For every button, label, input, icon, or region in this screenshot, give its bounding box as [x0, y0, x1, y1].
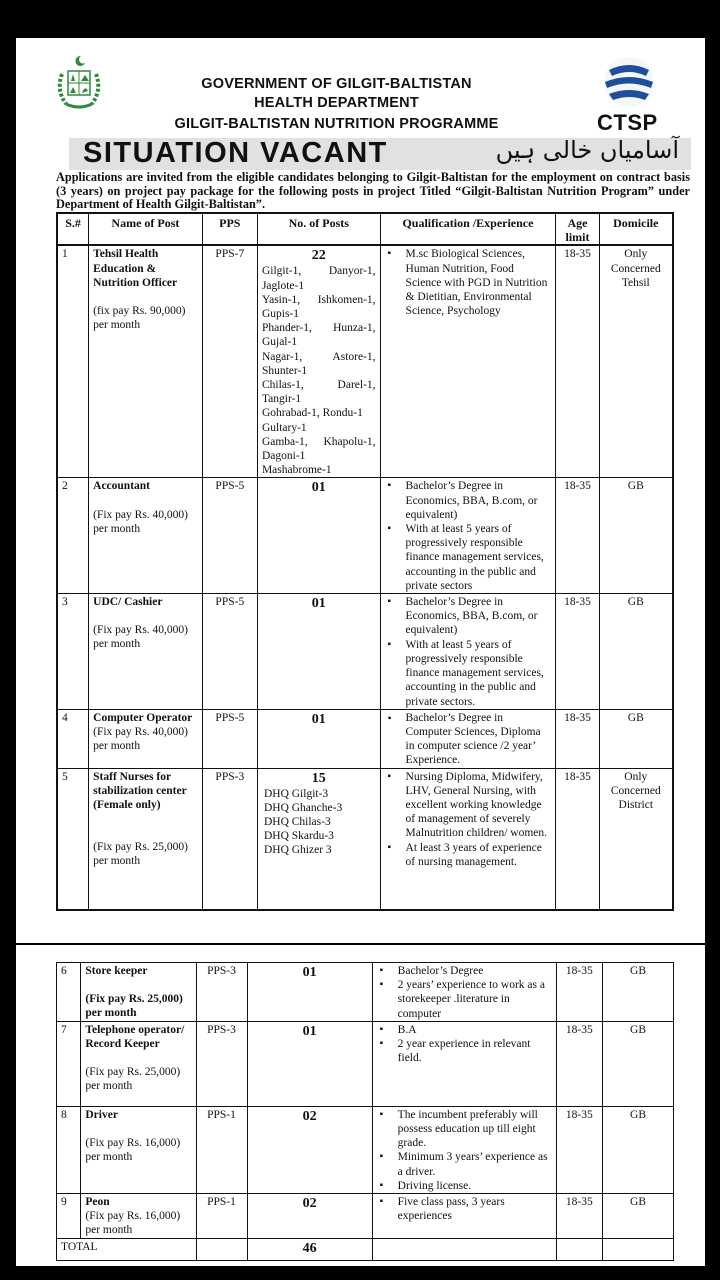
- header-qualification: Qualification /Experience: [380, 213, 556, 245]
- post-name-cell: [81, 1021, 196, 1106]
- qualification-cell: [372, 1021, 556, 1106]
- serial-number: 6: [57, 963, 81, 1022]
- pps-grade: PPS-3: [202, 768, 257, 910]
- post-name-cell: [81, 963, 196, 1022]
- post-count: 01: [311, 596, 326, 612]
- header-serial: S.#: [57, 213, 89, 245]
- qualification-item: ▪ Bachelor’s Degree in Economics, BBA, B.com, or equivalent): [406, 479, 552, 522]
- qualification-item: ▪ Bachelor’s Degree in Economics, BBA, B.com, or equivalent): [406, 595, 552, 638]
- post-count: 02: [302, 1108, 317, 1124]
- post-count: 01: [311, 711, 326, 727]
- qualification-item: ▪ Five class pass, 3 years experiences: [398, 1195, 552, 1223]
- pps-grade: PPS-1: [196, 1194, 247, 1239]
- location-line: Mashabrome-1: [261, 464, 332, 477]
- post-count: 02: [302, 1196, 317, 1212]
- serial-number: 5: [57, 768, 89, 910]
- serial-number: 9: [57, 1194, 81, 1239]
- location-line: DHQ Ghizer 3: [263, 844, 332, 857]
- age-limit: 18-35: [556, 245, 599, 478]
- post-pay: (Fix pay Rs. 40,000) per month: [93, 725, 189, 753]
- location-line: Dagoni-1: [261, 450, 306, 463]
- vacancy-table-part-1: [56, 212, 674, 911]
- pps-grade: PPS-3: [196, 963, 247, 1022]
- table-row: [57, 594, 673, 710]
- post-pay: (Fix pay Rs. 25,000) per month: [93, 841, 189, 868]
- intro-paragraph: Applications are invited from the eligible candidates belonging to Gilgit-Baltistan for the employment on contract basis (3 years) on project pay package for the following posts in project Titled “Gilgit-Baltistan Nutrition Program” under Department of Health Gilgit-Baltistan”.: [56, 170, 690, 211]
- posts-cell: [247, 1194, 372, 1239]
- qualification-item: ▪ Driving license.: [398, 1179, 552, 1193]
- post-title: Store keeper: [85, 965, 148, 977]
- document-page-1: [16, 38, 705, 943]
- location-line: Shunter-1: [261, 364, 308, 377]
- table-row: [57, 478, 673, 594]
- qualification-cell: [380, 709, 556, 768]
- location-line: Jaglote-1: [261, 279, 305, 292]
- posts-cell: [247, 1021, 372, 1106]
- domicile: GB: [603, 1194, 674, 1239]
- post-pay: (Fix pay Rs. 25,000) per month: [85, 1066, 181, 1093]
- header-domicile: Domicile: [599, 213, 673, 245]
- table-row: [57, 1021, 674, 1106]
- domicile: GB: [599, 709, 673, 768]
- situation-vacant-banner: [69, 138, 691, 170]
- age-limit: 18-35: [556, 1194, 603, 1239]
- location-line: DHQ Ghanche-3: [263, 801, 343, 814]
- qualification-cell: [380, 768, 556, 910]
- post-pay: (Fix pay Rs. 40,000) per month: [93, 508, 189, 535]
- serial-number: 2: [57, 478, 89, 594]
- table-row: [57, 709, 673, 768]
- qualification-cell: [372, 963, 556, 1022]
- post-title: Tehsil Health Education & Nutrition Officer: [93, 248, 178, 289]
- header-age-limit: Age limit: [556, 213, 599, 245]
- post-pay: (fix pay Rs. 90,000) per month: [93, 305, 186, 332]
- qualification-item: ▪ Nursing Diploma, Midwifery, LHV, General Nursing, with excellent working knowledge of management of severely Malnutrition children/ women.: [406, 770, 552, 841]
- pps-grade: PPS-1: [196, 1106, 247, 1193]
- qualification-item: ▪ M.sc Biological Sciences, Human Nutrition, Food Science with PGD in Nutrition & Dietitian, Environmental Science, Psychology: [406, 247, 552, 318]
- post-name-cell: [89, 594, 203, 710]
- posts-cell: [257, 594, 380, 710]
- post-count: 22: [311, 248, 326, 264]
- post-count: 01: [302, 1023, 317, 1039]
- location-line: Gamba-1, Khapolu-1,: [261, 435, 376, 448]
- location-line: DHQ Skardu-3: [263, 830, 334, 843]
- total-cell: [247, 1238, 372, 1260]
- posts-cell: [247, 963, 372, 1022]
- qualification-item: ▪ The incumbent preferably will possess education up till eight grade.: [398, 1108, 552, 1151]
- qualification-cell: [380, 245, 556, 478]
- post-title: Peon: [85, 1196, 110, 1209]
- location-line: Nagar-1, Astore-1,: [261, 350, 376, 363]
- post-pay: (Fix pay Rs. 40,000) per month: [93, 624, 189, 651]
- domicile: Only Concerned District: [599, 768, 673, 910]
- post-pay: (Fix pay Rs. 16,000) per month: [85, 1137, 181, 1164]
- serial-number: 1: [57, 245, 89, 478]
- location-line: Gilgit-1, Danyor-1,: [261, 265, 376, 278]
- location-line: Chilas-1, Darel-1,: [261, 379, 376, 392]
- post-pay: (Fix pay Rs. 25,000) per month: [85, 993, 183, 1020]
- banner-title-urdu: آسامیاں خالی ہیں: [495, 136, 679, 164]
- location-line: DHQ Gilgit-3: [263, 787, 329, 800]
- domicile: GB: [603, 1106, 674, 1193]
- pps-grade: PPS-5: [202, 478, 257, 594]
- post-count: 15: [311, 770, 326, 786]
- post-title: Driver: [85, 1108, 118, 1121]
- banner-title-english: SITUATION VACANT: [83, 137, 388, 169]
- qualification-cell: [380, 594, 556, 710]
- post-name-cell: [89, 245, 203, 478]
- age-limit: 18-35: [556, 709, 599, 768]
- location-line: Yasin-1, Ishkomen-1,: [261, 293, 376, 306]
- post-title: Staff Nurses for stabilization center (Female only): [93, 770, 187, 811]
- qualification-cell: [372, 1106, 556, 1193]
- qualification-item: ▪ 2 year experience in relevant field.: [398, 1037, 552, 1065]
- post-pay: (Fix pay Rs. 16,000) per month: [85, 1210, 181, 1237]
- header-government: GOVERNMENT OF GILGIT-BALTISTAN: [201, 76, 472, 92]
- age-limit: 18-35: [556, 1106, 603, 1193]
- domicile: GB: [599, 594, 673, 710]
- table-row: [57, 1106, 674, 1193]
- qualification-item: ▪ Bachelor’s Degree: [398, 964, 552, 978]
- pps-grade: PPS-7: [202, 245, 257, 478]
- qualification-item: • Bachelor’s Degree in Computer Sciences, Diploma in computer science /2 year’ Experience.: [406, 711, 552, 768]
- qualification-item: ▪ At least 3 years of experience of nursing management.: [406, 841, 552, 869]
- domicile: GB: [603, 1021, 674, 1106]
- post-name-cell: [81, 1106, 196, 1193]
- serial-number: 4: [57, 709, 89, 768]
- location-line: Gohrabad-1, Rondu-1: [261, 407, 363, 420]
- post-name-cell: [89, 709, 203, 768]
- posts-cell: [257, 768, 380, 910]
- header-name-of-post: Name of Post: [89, 213, 203, 245]
- table-row: [57, 1194, 674, 1239]
- header-no-of-posts: No. of Posts: [257, 213, 380, 245]
- pps-grade: PPS-5: [202, 709, 257, 768]
- age-limit: 18-35: [556, 963, 603, 1022]
- post-name-cell: [89, 478, 203, 594]
- location-line: Gujal-1: [261, 336, 298, 349]
- posts-cell: [257, 478, 380, 594]
- document-page-2: [16, 945, 705, 1266]
- posts-cell: [257, 709, 380, 768]
- pps-grade: PPS-5: [202, 594, 257, 710]
- location-line: Gultary-1: [261, 421, 307, 434]
- total-label: TOTAL: [57, 1238, 197, 1260]
- posts-cell: [247, 1106, 372, 1193]
- qualification-item: ▪ With at least 5 years of progressively responsible finance management services, accounting in the public and private sectors: [406, 522, 552, 593]
- post-name-cell: [81, 1194, 196, 1239]
- qualification-cell: [372, 1194, 556, 1239]
- location-line: Tangir-1: [261, 393, 302, 406]
- qualification-item: ▪ With at least 5 years of progressively responsible finance management services, accounting in the public and private sectors.: [406, 638, 552, 709]
- age-limit: 18-35: [556, 478, 599, 594]
- serial-number: 7: [57, 1021, 81, 1106]
- domicile: GB: [603, 963, 674, 1022]
- posts-cell: [257, 245, 380, 478]
- table-row: [57, 768, 673, 910]
- total-row: [57, 1238, 674, 1260]
- table-row: [57, 245, 673, 478]
- serial-number: 3: [57, 594, 89, 710]
- post-name-cell: [89, 768, 203, 910]
- post-title: UDC/ Cashier: [93, 596, 163, 609]
- location-line: Phander-1, Hunza-1,: [261, 322, 376, 335]
- domicile: Only Concerned Tehsil: [599, 245, 673, 478]
- qualification-item: ▪ Minimum 3 years’ experience as a driver.: [398, 1150, 552, 1178]
- post-title: Telephone operator/ Record Keeper: [85, 1023, 185, 1051]
- post-count: 01: [302, 965, 317, 980]
- table-header-row: [57, 213, 673, 245]
- vacancy-table-part-2: [56, 962, 674, 1261]
- header-pps: PPS: [202, 213, 257, 245]
- age-limit: 18-35: [556, 1021, 603, 1106]
- post-count: 01: [311, 480, 326, 496]
- header-programme: GILGIT-BALTISTAN NUTRITION PROGRAMME: [174, 116, 499, 132]
- post-title: Computer Operator: [93, 711, 193, 724]
- location-line: Gupis-1: [261, 308, 300, 321]
- serial-number: 8: [57, 1106, 81, 1193]
- domicile: GB: [599, 478, 673, 594]
- header-department: HEALTH DEPARTMENT: [254, 95, 419, 111]
- age-limit: 18-35: [556, 768, 599, 910]
- post-title: Accountant: [93, 480, 151, 493]
- total-value: 46: [302, 1240, 317, 1256]
- qualification-item: ▪ B.A: [398, 1023, 552, 1037]
- table-row: [57, 963, 674, 1022]
- ctsp-logo-text: CTSP: [597, 110, 658, 135]
- pps-grade: PPS-3: [196, 1021, 247, 1106]
- qualification-cell: [380, 478, 556, 594]
- location-line: DHQ Chilas-3: [263, 815, 331, 828]
- qualification-item: ▪ 2 years’ experience to work as a storekeeper .literature in computer: [398, 978, 552, 1021]
- ctsp-globe-icon: [599, 52, 659, 112]
- age-limit: 18-35: [556, 594, 599, 710]
